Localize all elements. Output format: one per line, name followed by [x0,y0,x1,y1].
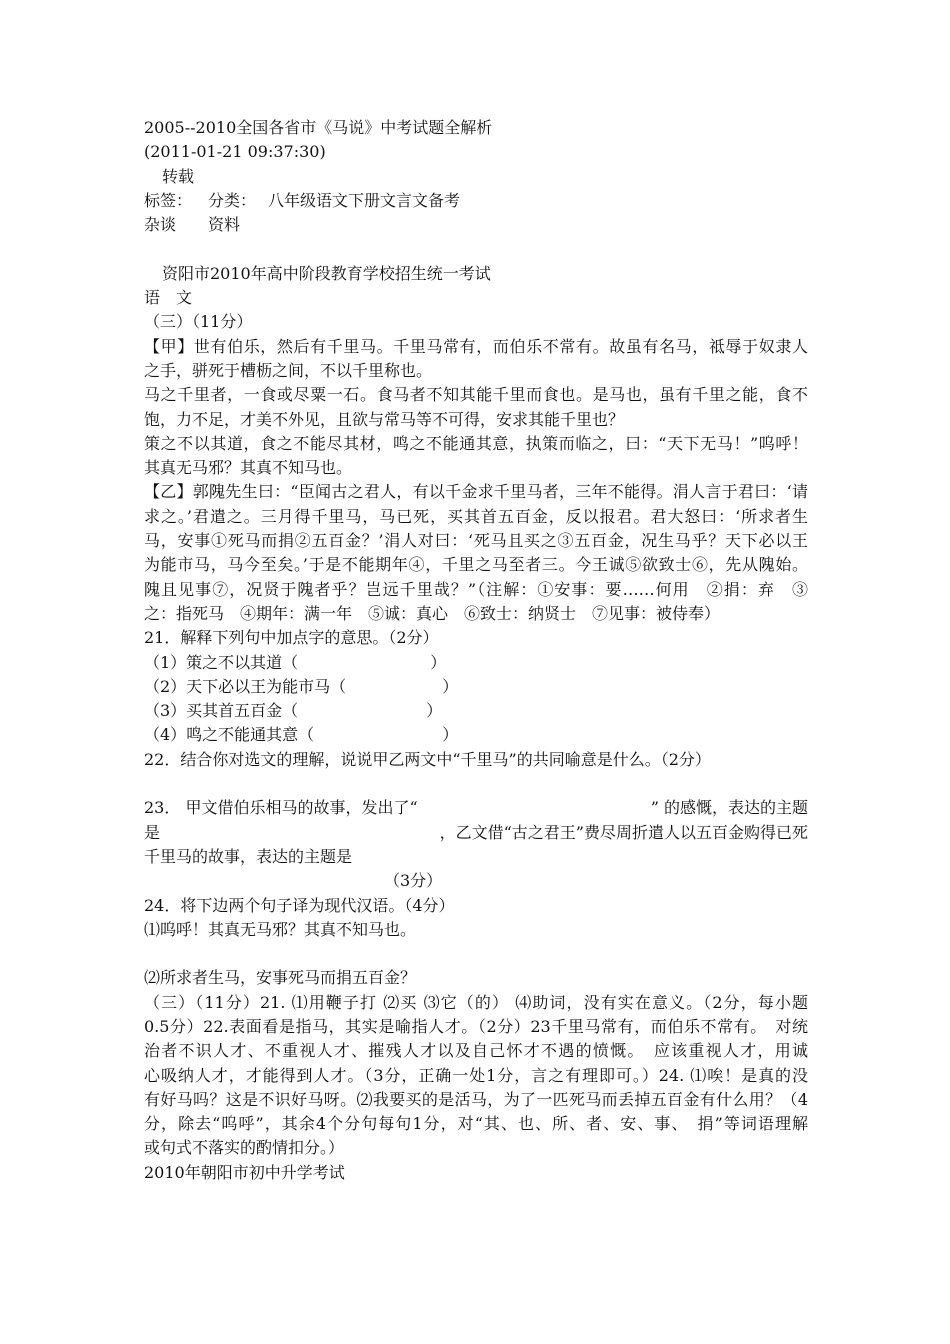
post-timestamp: (2011-01-21 09:37:30) [144,142,326,162]
question-23-line: 23． 甲文借伯乐相马的故事，发出了“ ” 的感慨，表达的主题 [144,798,808,818]
question-21-item: （1）策之不以其道（ ） [144,652,447,672]
answer-line: （三）（11分）21. ⑴用鞭子打 ⑵买 ⑶它（的） ⑷助词，没有实在意义。（2分，每小题 [144,992,808,1012]
spacer [144,772,808,796]
question-21-item: （4）鸣之不能通其意（ ） [144,725,459,745]
question-21-item: （3）买其首五百金（ ） [144,701,443,721]
spacer [144,942,808,966]
category-label: 分类： [208,190,257,210]
tag-link[interactable]: 资料 [208,215,241,235]
question-21-item: （2）天下必以王为能市马（ ） [144,676,459,696]
exam-heading: 2010年朝阳市初中升学考试 [144,1162,345,1182]
tags-row [144,189,808,213]
question-24-sentence: ⑴呜呼！其真无马邪？其真不知马也。 [144,919,417,939]
document-page [144,116,808,1185]
question-23-line: 千里马的故事，表达的主题是 [144,846,353,866]
answer-line: 或句式不落实的酌情扣分。） [144,1138,345,1158]
passage-line: 求之。’君遣之。三月得千里马，马已死，买其首五百金，反以报君。君大怒曰：‘所求者生 [144,506,808,526]
answer-line: 0.5分）22.表面看是指马，其实是喻指人才。（2分）23千里马常有，而伯乐不常有。 对统 [144,1016,808,1036]
tag-link[interactable]: 杂谈 [144,215,177,235]
passage-line: 之手，骈死于槽枥之间，不以千里称也。 [144,360,433,380]
tags-label: 标签： [144,190,193,210]
passage-line: 【甲】世有伯乐，然后有千里马。千里马常有，而伯乐不常有。故虽有名马，祗辱于奴隶人 [144,336,808,356]
question-23-score: （3分） [384,871,443,891]
passage-line: 马之千里者，一食或尽粟一石。食马者不知其能千里而食也。是马也，虽有千里之能，食不 [144,385,808,405]
answer-line: 治者不识人才、不重视人才、摧残人才以及自己怀才不遇的愤慨。 应该重视人才，用诚 [144,1041,808,1061]
tag-values-row [144,213,808,237]
passage-line: 策之不以其道，食之不能尽其材，鸣之不能通其意，执策而临之，曰：“天下无马！”呜呼！ [144,433,808,453]
section-heading: （三）（11分） [144,312,253,332]
answer-line: 分，除去“呜呼”，其余4个分句每句1分，对“其、也、所、者、安、事、 捐”等词语理解 [144,1114,808,1134]
passage-line: 饱，力不足，才美不外见，且欲与常马等不可得，安求其能千里也？ [144,409,625,429]
question-24-sentence: ⑵所求者生马，安事死马而捐五百金？ [144,968,417,988]
answer-line: 有好马吗？这是不识好马呀。⑵我要买的是活马，为了一匹死马而丢掉五百金有什么用？（4 [144,1089,808,1109]
passage-line: 之：指死马 ④期年：满一年 ⑤诚：真心 ⑥致士：纳贤士 ⑦见事：被侍奉） [144,603,721,623]
question-23-line: 是 ，乙文借“古之君王”费尽周折遣人以五百金购得已死 [144,822,808,842]
question-22: 22．结合你对选文的理解，说说甲乙两文中“千里马”的共同喻意是什么。（2分） [144,749,711,769]
passage-line: 马，安事①死马而捐②五百金？’涓人对曰：‘死马且买之③五百金，况生马乎？天下必以王 [144,531,808,551]
passage-line: 其真无马邪？其真不知马也。 [144,458,353,478]
category-link[interactable]: 八年级语文下册文言文备考 [268,190,461,210]
exam-subject: 语 文 [144,288,193,308]
passage-line: 隗且见事⑦，况贤于隗者乎？岂远千里哉？”（注解：①安事：要……何用 ②捐：弃 ③ [144,579,808,599]
exam-heading: 资阳市2010年高中阶段教育学校招生统一考试 [162,263,491,283]
document-title: 2005--2010全国各省市《马说》中考试题全解析 [144,118,493,137]
repost-label[interactable]: 转载 [162,166,195,186]
spacer [144,237,808,261]
passage-line: 为能市马，马今至矣。’于是不能期年④，千里之马至者三。今王诚⑤欲致士⑥，先从隗始。 [144,555,808,575]
passage-line: 【乙】郭隗先生曰：“臣闻古之君人，有以千金求千里马者，三年不能得。涓人言于君曰：‘请 [144,482,808,502]
question-21-stem: 21．解释下列句中加点字的意思。（2分） [144,628,439,648]
answer-line: 心吸纳人才，才能得到人才。（3分，正确一处1分，言之有理即可。）24. ⑴唉！是真的没 [144,1065,808,1085]
question-24-stem: 24．将下边两个句子译为现代汉语。（4分） [144,895,455,915]
